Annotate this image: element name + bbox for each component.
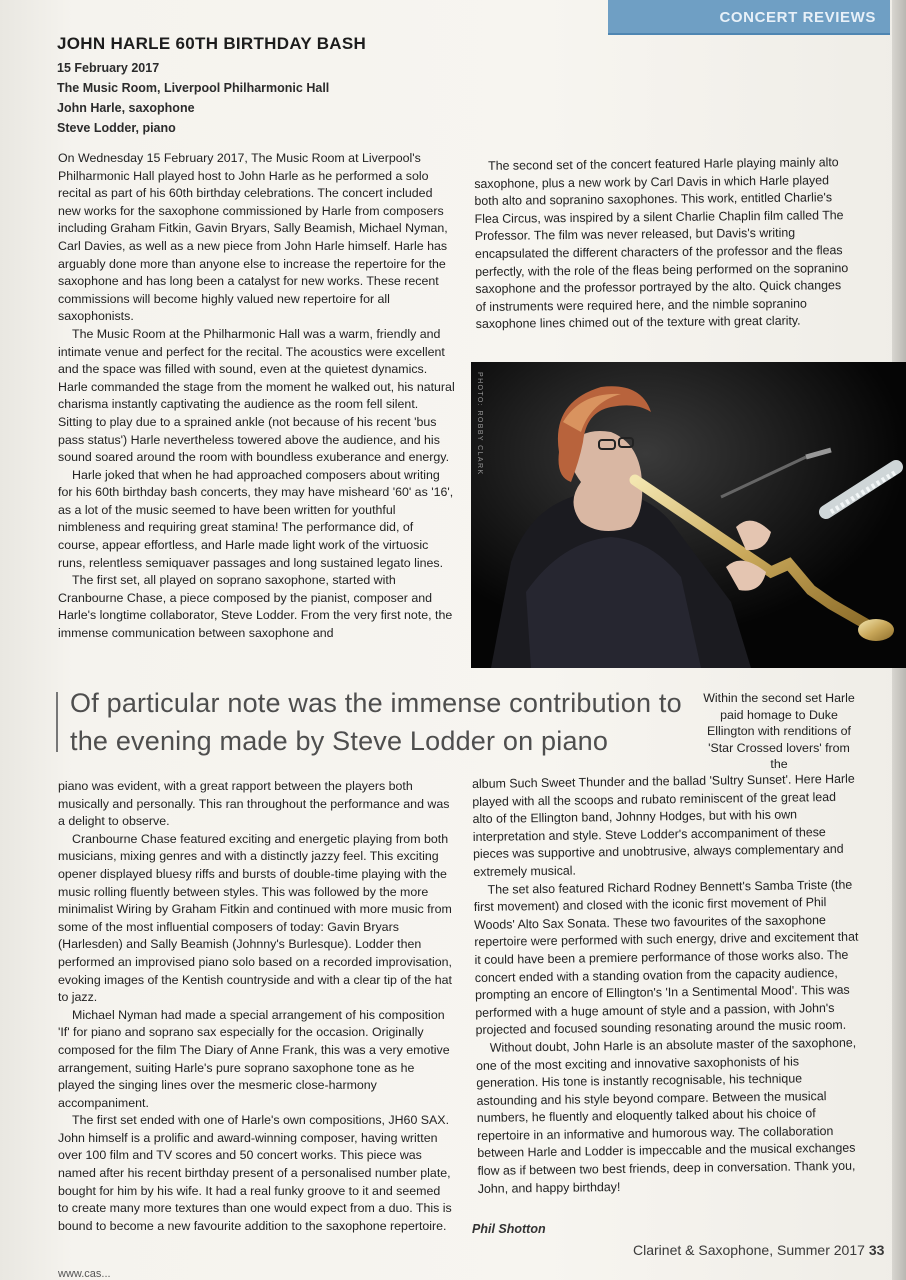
paragraph: Harle joked that when he had approached composers about writing for his 60th birthday bash concerts, they may have misheard '60' as '16', as a lot of the music seemed to have been written for youthful nimbleness and requiring great stamina! The performance did, of course, appear effortless, and Harle made light work of the virtuosic runs, relentless semiquaver passages and long sustained legato lines. <box>58 467 454 570</box>
section-tab <box>608 0 890 35</box>
performer-piano: Steve Lodder, piano <box>57 121 176 135</box>
event-date: 15 February 2017 <box>57 61 160 75</box>
paragraph: On Wednesday 15 February 2017, The Music Room at Liverpool's Philharmonic Hall played host to John Harle as he performed a solo recital as part of his 60th birthday celebrations. The concert included new works for the saxophone commissioned by Harle from composers including Graham Fitkin, Gavin Bryars, Sally Beamish, Michael Nyman, Carl Davies, as well as a new piece from John Harle himself. Harle has arguably done more than anyone else to increase the repertoire for the saxophone and has long been a catalyst for new works. These recent commissions will become highly valued new repertoire for all saxophonists. <box>58 151 448 324</box>
paragraph: album Such Sweet Thunder and the ballad 'Sultry Sunset'. Here Harle played with all the scoops and rubato reminiscent of the great lead alto of the Ellington band, Johnny Hodges, but with his own interpretation and style. Steve Lodder's accompaniment of these pieces was supportive and unobtrusive, always complementary and extremely musical. <box>472 771 855 879</box>
paragraph: The first set, all played on soprano saxophone, started with Cranbourne Chase, a piece composed by the pianist, composer and Harle's longtime collaborator, Steve Lodder. From the very first note, the immense communication between saxophone and <box>58 573 453 641</box>
paragraph: piano was evident, with a great rapport between the players both musically and personally. This ran throughout the performance and was a delight to observe. <box>58 779 450 829</box>
body-column-2 <box>474 154 854 334</box>
paragraph: The set also featured Richard Rodney Bennett's Samba Triste (the first movement) and closed with the iconic first movement of Phil Woods' Alto Sax Sonata. These two favourites of the saxophone repertoire were performed with such energy, drive and excitement that it could have been a premiere performance of those works also. The concert ended with a standing ovation from the capacity audience, prompting an encore of Ellington's 'In a Sentimental Mood'. This was performed with a huge amount of style and a passion, with John's projected and focused sounding resonating around the music room. <box>473 877 859 1038</box>
performer-saxophone: John Harle, saxophone <box>57 101 195 115</box>
publication-name: Clarinet & Saxophone, Summer 2017 <box>633 1242 865 1258</box>
photo-credit: PHOTO: ROBBY CLARK <box>476 372 483 476</box>
paragraph: The second set of the concert featured Harle playing mainly alto saxophone, plus a new work by Carl Davis in which Harle played both alto and sopranino saxophones. This work, entitled Charlie's Flea Circus, was inspired by a silent Charlie Chaplin film called The Professor. The film was never released, but Davis's writing encapsulated the different characters of the professor and the fleas perfectly, with the role of the fleas being performed on the sopranino saxophone and the professor portrayed by the alto. Quick changes of instruments were required here, and the nimble sopranino saxophone lines chimed out of the texture with great clarity. <box>474 155 849 332</box>
pullquote-rule <box>56 692 58 752</box>
side-paragraph: Within the second set Harle paid homage to Duke Ellington with renditions of 'Star Crossed lovers' from the <box>703 691 855 771</box>
paragraph: Cranbourne Chase featured exciting and energetic playing from both musicians, mixing genres and with a distinctly jazzy feel. This exciting opener displayed bluesy riffs and bursts of double-time playing with the music rolling fluently between styles. This was followed by the more minimalist Wiring by Graham Fitkin and continued with more music from some of the most influential composers of today: Gavin Bryars (Harlesden) and Sally Beamish (Johnny's Burlesque). Lodder then performed an improvised piano solo based on a recorded improvisation, evoking images of the Kentish countryside and with a clear tip of the hat to jazz. <box>58 831 452 1005</box>
body-column-3 <box>58 778 454 1235</box>
event-venue: The Music Room, Liverpool Philharmonic Hall <box>57 81 330 95</box>
paragraph: The Music Room at the Philharmonic Hall was a warm, friendly and intimate venue and perfect for the recital. The acoustics were excellent and the space was filled with sound, even at the quietest dynamics. Harle commanded the stage from the moment he walked out, his natural charisma instantly captivating the audience as the room fell silent. Sitting to play due to a sprained ankle (not because of his recent 'bus pass status') Harle nevertheless towered above the audience, and his sound soared around the room with boundless exuberance and energy. <box>58 326 455 465</box>
section-label: CONCERT REVIEWS <box>719 9 876 26</box>
website-url: www.cas... <box>58 1268 111 1280</box>
body-column-1 <box>58 150 456 643</box>
paragraph: Michael Nyman had made a special arrangement of his composition 'If' for piano and soprano sax especially for the occasion. Originally composed for the film The Diary of Anne Frank, this was a very emotive arrangement, suiting Harle's pure soprano saxophone tone as he played the singing lines over the mesmeric close-harmony accompaniment. <box>58 1007 450 1110</box>
author-byline: Phil Shotton <box>472 1222 546 1236</box>
pullquote: Of particular note was the immense contribution to the evening made by Steve Lodder on piano <box>70 688 682 756</box>
article-title: JOHN HARLE 60TH BIRTHDAY BASH <box>57 34 367 53</box>
paragraph: The first set ended with one of Harle's own compositions, JH60 SAX. John himself is a prolific and award-winning composer, having written over 100 film and TV scores and 50 concert works. This piece was named after his recent birthday present of a personalised number plate, bought for him by his wife. It had a real funky groove to it and seemed to create many more textures than one would expect from a duo. This is bound to become a new favourite addition to the saxophone repertoire. <box>58 1113 452 1233</box>
body-column-4 <box>472 771 864 1199</box>
article-header <box>57 34 457 138</box>
paragraph: Without doubt, John Harle is an absolute master of the saxophone, one of the most exciting and innovative saxophonists of his generation. His tone is instantly recognisable, his technique astounding and his style beyond compare. Between the musical numbers, he fluently and eloquently talked about his choice of repertoire in an informative and humorous way. The collaboration between Harle and Lodder is impeccable and the musical exchanges flow as if between two best friends, deep in conversation. Thank you, John, and happy birthday! <box>475 1035 857 1196</box>
page-footer <box>633 1242 884 1258</box>
page-number: 33 <box>868 1242 885 1258</box>
saxophonist-illustration <box>471 362 906 668</box>
performer-photo <box>471 362 906 668</box>
